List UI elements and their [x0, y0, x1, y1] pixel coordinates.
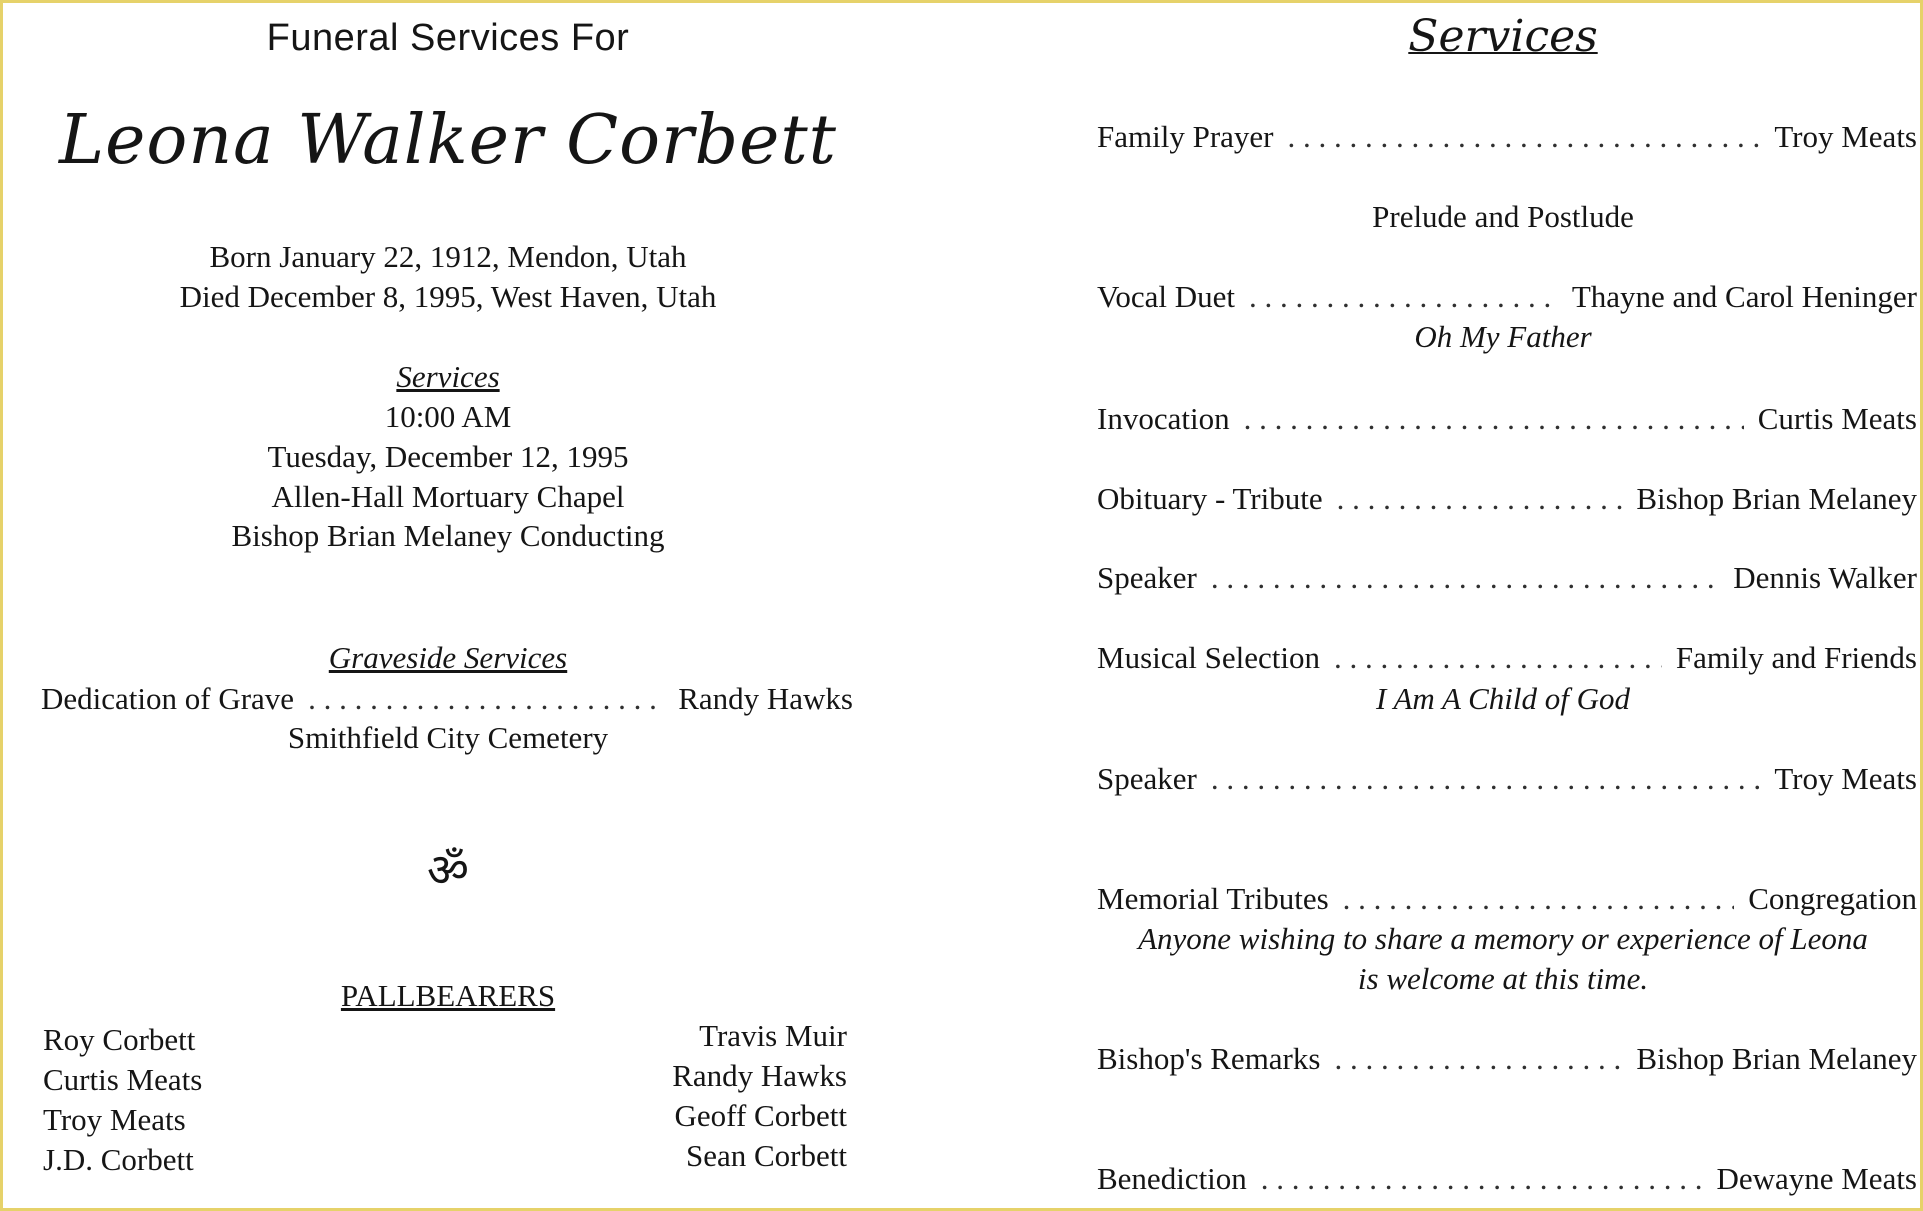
born-line: Born January 22, 1912, Mendon, Utah [209, 239, 687, 274]
dedication-row [41, 681, 853, 717]
musical-song-title: I Am A Child of God [1375, 681, 1631, 716]
pallbearer: J.D. Corbett [43, 1142, 194, 1177]
program-title: Services [1408, 11, 1598, 62]
program-label: Family Prayer [1097, 119, 1274, 154]
dot-leader [1244, 401, 1744, 437]
program-label: Benediction [1097, 1161, 1247, 1196]
program-label: Vocal Duet [1097, 279, 1236, 314]
pallbearer: Travis Muir [699, 1018, 847, 1053]
dot-leader [1261, 1161, 1703, 1197]
program-person: Bishop Brian Melaney [1636, 481, 1917, 516]
tribute-note-line-1: Anyone wishing to share a memory or experience of Leona [1138, 921, 1868, 956]
pallbearer: Troy Meats [43, 1102, 186, 1137]
died-line: Died December 8, 1995, West Haven, Utah [179, 279, 717, 314]
dot-leader [1249, 279, 1558, 315]
program-label: Memorial Tributes [1097, 881, 1329, 916]
program-label: Speaker [1097, 560, 1197, 595]
program-row-bishops-remarks [1097, 1041, 1917, 1077]
program-person: Dewayne Meats [1716, 1161, 1917, 1196]
program-row-memorial-tributes [1097, 881, 1917, 917]
pallbearers-left-list [43, 1020, 202, 1180]
program-person: Congregation [1748, 881, 1917, 916]
dot-leader [1288, 119, 1761, 155]
pallbearer: Geoff Corbett [674, 1098, 847, 1133]
program-label: Musical Selection [1097, 640, 1320, 675]
program-row-benediction [1097, 1161, 1917, 1197]
program-person: Family and Friends [1675, 640, 1917, 675]
program-label: Invocation [1097, 401, 1230, 436]
deceased-name: Leona Walker Corbett [58, 101, 838, 180]
graveside-heading: Graveside Services [328, 640, 568, 675]
program-label: Obituary - Tribute [1097, 481, 1323, 516]
program-row-speaker-1 [1097, 560, 1917, 596]
cemetery-line: Smithfield City Cemetery [287, 720, 609, 755]
program-row-musical-selection [1097, 640, 1917, 676]
right-panel [1083, 3, 1923, 1208]
pallbearer: Randy Hawks [672, 1058, 847, 1093]
dot-leader [1343, 881, 1735, 917]
program-row-invocation [1097, 401, 1917, 437]
program-person: Dennis Walker [1733, 560, 1917, 595]
program-row-vocal-duet [1097, 279, 1917, 315]
om-symbol-icon: ॐ [427, 843, 469, 897]
duet-song-title: Oh My Father [1414, 319, 1592, 354]
dot-leader [1211, 761, 1760, 797]
dot-leader [1334, 1041, 1622, 1077]
dot-leader [1337, 481, 1623, 517]
dot-leader [1334, 640, 1662, 676]
program-label: Bishop's Remarks [1097, 1041, 1321, 1076]
header-title: Funeral Services For [266, 17, 630, 59]
program-person: Troy Meats [1774, 119, 1917, 154]
program-person: Curtis Meats [1757, 401, 1917, 436]
service-conducting: Bishop Brian Melaney Conducting [231, 518, 665, 553]
prelude-line: Prelude and Postlude [1372, 199, 1634, 234]
pallbearer: Roy Corbett [43, 1022, 196, 1057]
dot-leader [1211, 560, 1719, 596]
program-label: Speaker [1097, 761, 1197, 796]
pallbearers-right-list [672, 1016, 847, 1176]
pallbearers-heading: PALLBEARERS [340, 978, 556, 1013]
program-person: Troy Meats [1774, 761, 1917, 796]
tribute-note-line-2: is welcome at this time. [1357, 961, 1649, 996]
program-row-speaker-2 [1097, 761, 1917, 797]
program-person: Thayne and Carol Heninger [1571, 279, 1917, 314]
service-time: 10:00 AM [384, 399, 512, 434]
service-location: Allen-Hall Mortuary Chapel [271, 479, 625, 514]
pallbearer: Sean Corbett [686, 1138, 847, 1173]
left-panel [3, 3, 893, 1208]
dedication-person: Randy Hawks [678, 681, 853, 716]
pallbearer: Curtis Meats [43, 1062, 203, 1097]
dot-leader [308, 681, 664, 717]
program-row-obituary [1097, 481, 1917, 517]
services-heading: Services [396, 359, 500, 394]
program-person: Bishop Brian Melaney [1636, 1041, 1917, 1076]
program-row-family-prayer [1097, 119, 1917, 155]
dedication-label: Dedication of Grave [41, 681, 295, 716]
service-date: Tuesday, December 12, 1995 [267, 439, 629, 474]
